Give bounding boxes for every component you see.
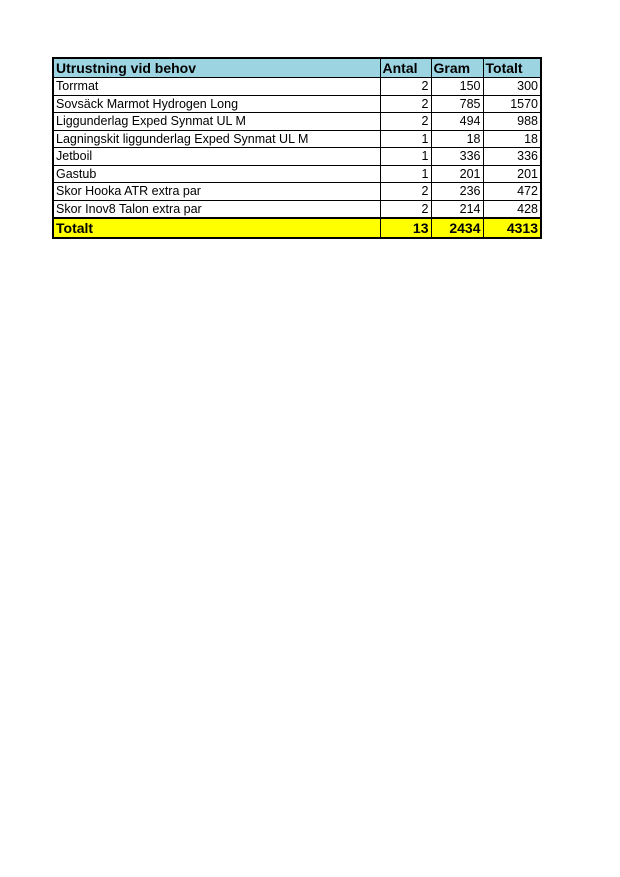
item-gram: 785 bbox=[431, 95, 483, 113]
total-totalt: 4313 bbox=[483, 218, 541, 238]
total-antal: 13 bbox=[380, 218, 431, 238]
header-antal: Antal bbox=[380, 58, 431, 78]
item-gram: 150 bbox=[431, 78, 483, 96]
item-gram: 494 bbox=[431, 113, 483, 131]
item-totalt: 18 bbox=[483, 130, 541, 148]
item-name: Sovsäck Marmot Hydrogen Long bbox=[53, 95, 380, 113]
item-totalt: 300 bbox=[483, 78, 541, 96]
item-antal: 2 bbox=[380, 183, 431, 201]
item-totalt: 336 bbox=[483, 148, 541, 166]
table-row bbox=[53, 78, 541, 96]
item-antal: 2 bbox=[380, 200, 431, 218]
item-name: Skor Hooka ATR extra par bbox=[53, 183, 380, 201]
item-name: Jetboil bbox=[53, 148, 380, 166]
item-antal: 1 bbox=[380, 165, 431, 183]
header-gram: Gram bbox=[431, 58, 483, 78]
item-antal: 2 bbox=[380, 113, 431, 131]
header-row bbox=[53, 58, 541, 78]
table-row bbox=[53, 130, 541, 148]
item-totalt: 472 bbox=[483, 183, 541, 201]
table-row bbox=[53, 200, 541, 218]
header-item: Utrustning vid behov bbox=[53, 58, 380, 78]
item-totalt: 428 bbox=[483, 200, 541, 218]
item-totalt: 1570 bbox=[483, 95, 541, 113]
item-name: Gastub bbox=[53, 165, 380, 183]
total-gram: 2434 bbox=[431, 218, 483, 238]
total-row bbox=[53, 218, 541, 238]
item-gram: 236 bbox=[431, 183, 483, 201]
table-row bbox=[53, 165, 541, 183]
item-gram: 18 bbox=[431, 130, 483, 148]
item-gram: 336 bbox=[431, 148, 483, 166]
item-name: Skor Inov8 Talon extra par bbox=[53, 200, 380, 218]
item-antal: 2 bbox=[380, 78, 431, 96]
item-antal: 1 bbox=[380, 148, 431, 166]
item-totalt: 988 bbox=[483, 113, 541, 131]
table-row bbox=[53, 113, 541, 131]
item-gram: 201 bbox=[431, 165, 483, 183]
item-gram: 214 bbox=[431, 200, 483, 218]
equipment-table bbox=[52, 57, 542, 239]
item-antal: 1 bbox=[380, 130, 431, 148]
header-totalt: Totalt bbox=[483, 58, 541, 78]
table-row bbox=[53, 95, 541, 113]
item-name: Torrmat bbox=[53, 78, 380, 96]
item-name: Lagningskit liggunderlag Exped Synmat UL M bbox=[53, 130, 380, 148]
item-totalt: 201 bbox=[483, 165, 541, 183]
table-row bbox=[53, 148, 541, 166]
table-row bbox=[53, 183, 541, 201]
total-label: Totalt bbox=[53, 218, 380, 238]
item-name: Liggunderlag Exped Synmat UL M bbox=[53, 113, 380, 131]
item-antal: 2 bbox=[380, 95, 431, 113]
